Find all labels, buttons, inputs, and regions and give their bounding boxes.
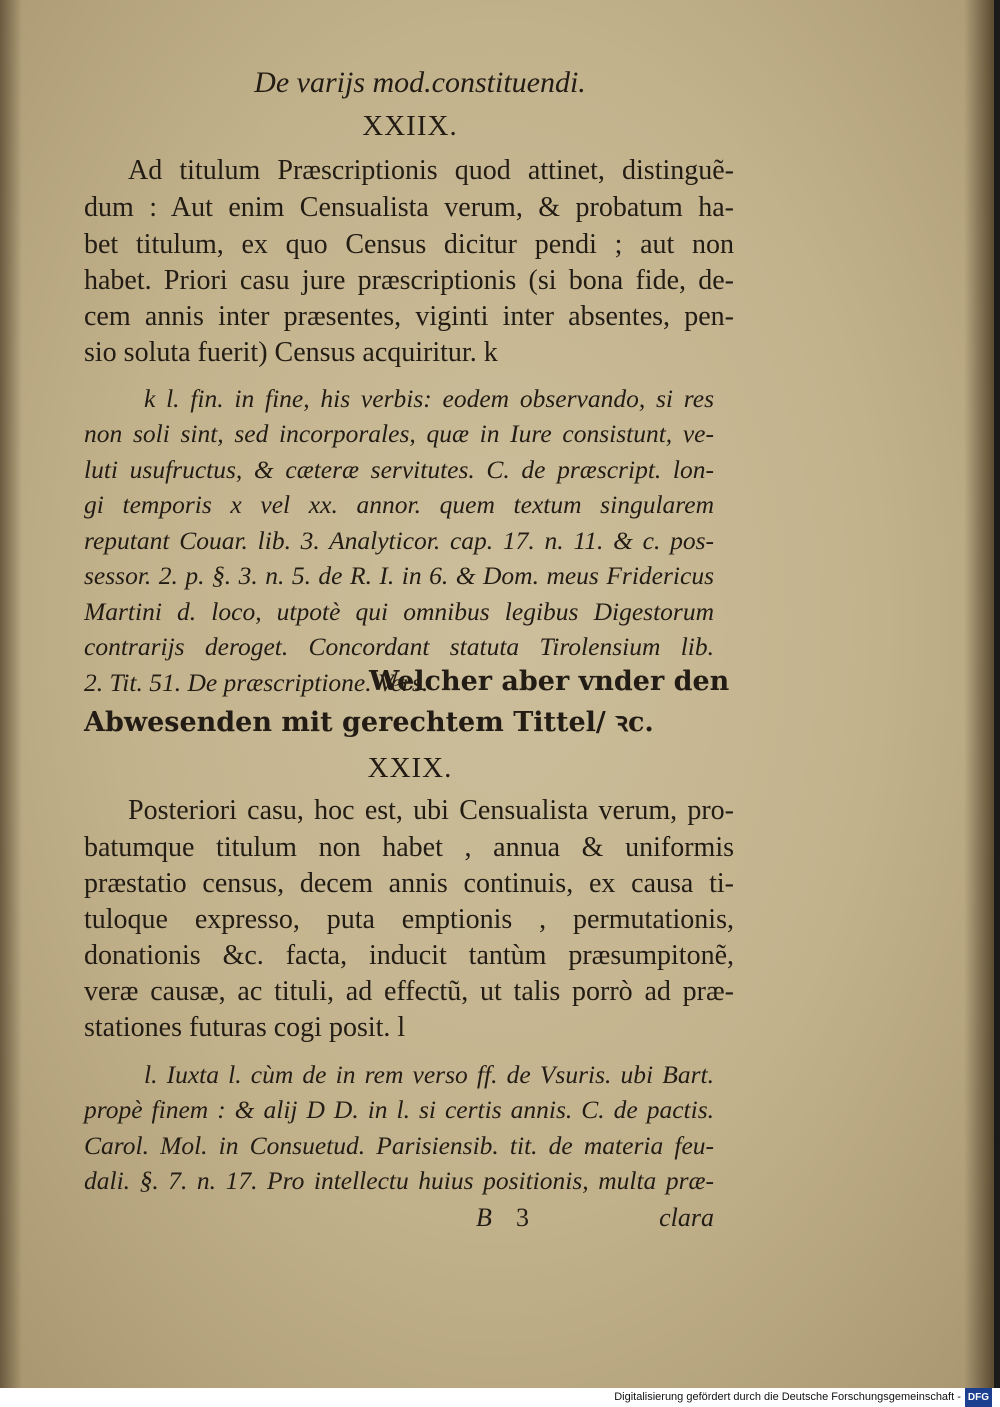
footnote-l-line: propè finem : & alij D D. in l. si certis annis. C. de pactis. <box>84 1095 714 1124</box>
footnote-k-line: non soli sint, sed incorporales, quæ in Iure consistunt, ve- <box>84 419 714 448</box>
footnote-k-line: gi temporis x vel xx. annor. quem textum singularem <box>84 490 714 519</box>
para2-line: veræ causæ, ac tituli, ad effectũ, ut talis porrò ad præ- <box>84 976 734 1007</box>
footnote-k-line: contrarijs deroget. Concordant statuta Tirolensium lib. <box>84 632 714 661</box>
running-header: De varijs mod.constituendi. <box>254 66 586 99</box>
signature-number: 3 <box>516 1203 529 1232</box>
footnote-k-line: luti usufructus, & cæteræ servitutes. C. de præscript. lon- <box>84 455 714 484</box>
para2-line: Posteriori casu, hoc est, ubi Censualista verum, pro- <box>128 795 734 826</box>
footnote-k-line: Martini d. loco, utpotè qui omnibus legibus Digestorum <box>84 597 714 626</box>
dfg-logo: DFG <box>965 1388 992 1407</box>
para1-line: Ad titulum Præscriptionis quod attinet, distinguẽ- <box>128 155 734 186</box>
para1-line: dum : Aut enim Censualista verum, & probatum ha- <box>84 192 734 223</box>
signature-mark: B <box>476 1203 492 1232</box>
digitization-footer <box>0 1388 1000 1407</box>
catchword: clara <box>659 1203 714 1232</box>
para2-line: stationes futuras cogi posit. l <box>84 1012 406 1043</box>
para2-line: tuloque expresso, puta emptionis , permutationis, <box>84 904 734 935</box>
footnote-k-line: k l. fin. in fine, his verbis: eodem observando, si res <box>144 384 714 413</box>
para2-line: batumque titulum non habet , annua & uniformis <box>84 832 734 863</box>
footnote-k-line: sessor. 2. p. §. 3. n. 5. de R. I. in 6. & Dom. meus Fridericus <box>84 561 714 590</box>
footnote-l-line: l. Iuxta l. cùm de in rem verso ff. de Vsuris. ubi Bart. <box>144 1060 714 1089</box>
footer-text: Digitalisierung gefördert durch die Deutsche Forschungsgemeinschaft - <box>614 1391 961 1404</box>
footnote-l-line: Carol. Mol. in Consuetud. Parisiensib. tit. de materia feu- <box>84 1131 714 1160</box>
section-heading-xxix: XXIX. <box>367 752 453 784</box>
para1-line: habet. Priori casu jure præscriptionis (si bona fide, de- <box>84 265 734 296</box>
footnote-l-line: dali. §. 7. n. 17. Pro intellectu huius positionis, multa præ- <box>84 1166 714 1195</box>
para1-line: bet titulum, ex quo Census dicitur pendi ; aut non <box>84 229 734 260</box>
footnote-k-line: reputant Couar. lib. 3. Analyticor. cap. 17. n. 11. & c. pos- <box>84 526 714 555</box>
footnote-k-german-text: Abwesenden mit gerechtem Tittel/ ꝛc. <box>84 707 654 738</box>
footnote-k-line: 2. Tit. 51. De præscriptione. Vers. <box>84 668 429 697</box>
section-heading-xxiix: XXIIX. <box>362 110 458 142</box>
para2-line: donationis &c. facta, inducit tantùm præsumpitonẽ, <box>84 940 734 971</box>
footnote-k-german-text: Welcher aber vnder den <box>369 666 730 697</box>
para2-line: præstatio census, decem annis continuis, ex causa ti- <box>84 868 734 899</box>
para1-line: sio soluta fuerit) Census acquiritur. k <box>84 337 498 368</box>
para1-line: cem annis inter præsentes, viginti inter absentes, pen- <box>84 301 734 332</box>
